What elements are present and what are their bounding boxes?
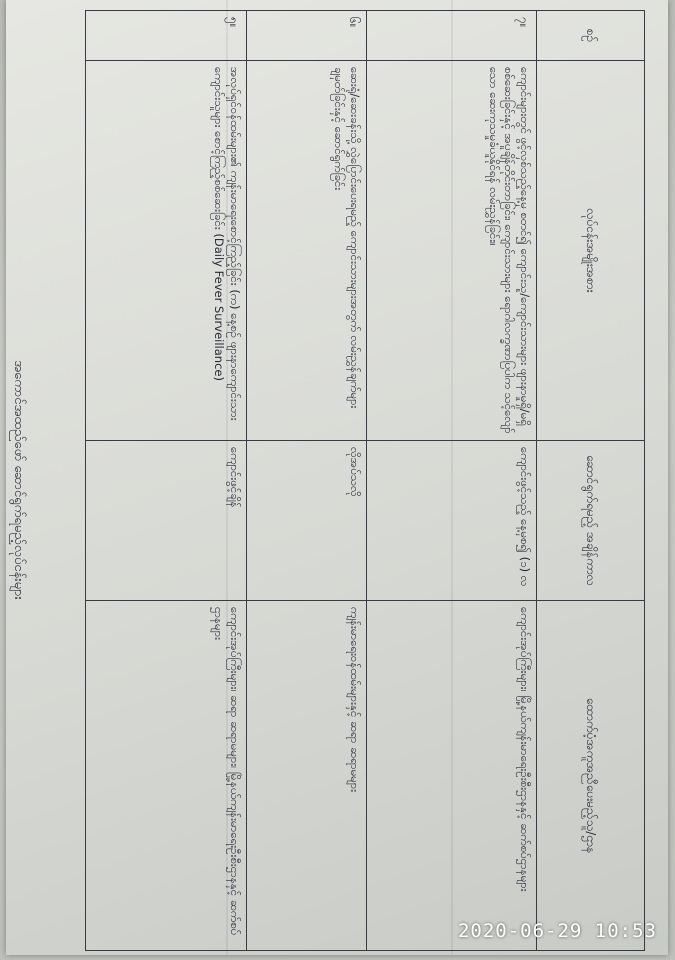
- row-activity: ကျောင်းများတွင် ဖွင့်လှစ်သည့်နေ့မှ စတင်၍ ကျောင်းသူ/ကျောင်းသားများ ဖျားနာမှုရှိ/မရှိ စစ်ဆေးခြင်းနှင့် အပူချိန်တိုင်းတာခြင်း၊ ကျောင်းသားများ ရောဂါလက္ခဏာပြပါက သင့်လျော်သော ဆေးကုသမှုခံယူနိုင်ရန် လမ်းညွှန်ခြင်း။: [366, 61, 536, 441]
- row-responsible: ကျောင်းဖွင့်ချိန်: [86, 441, 247, 601]
- row-activity: အလုပ်ရှင်ဝန်ထမ်းများ၏ ကျန်းမာရေးစောင့်ကြည့်ခြင်း (က) နေ့စဉ် ဖျားနာကျောင်းသားကျောင်းသူများ စောင့်ကြည့်စစ်ဆေးခြင်း (Daily Fever Surveillance): [86, 61, 247, 441]
- table-row: [246, 11, 366, 951]
- table-header-row: [536, 11, 644, 951]
- row-number: ၅။: [86, 11, 247, 61]
- row-remarks: ကျန်းမာရေးဝန်ထမ်းများနှင့် ဆရာ ဆရာမများ: [246, 601, 366, 951]
- header-number: စဉ်: [536, 11, 644, 61]
- table-row: [86, 11, 247, 951]
- table-row: [366, 11, 536, 951]
- row-responsible: လိုအပ်သလို: [246, 441, 366, 601]
- row-activity: ဆေးရုံ/ဆေးခန်းသို့ လွှဲပြောင်းပေးရမည့် ကျောင်းသားများအတွက် လမ်းညွှန်ချက်များ ချမှတ်ခြင်းနှင့် ဆောင်ရွက်ခြင်း: [246, 61, 366, 441]
- row-responsible: ကျောင်းဖွင့်သည့် နေ့မှစ၍ (၁) လ: [366, 441, 536, 601]
- activity-table: [85, 10, 645, 951]
- row-remarks: ကျောင်းအုပ်ကြီးများ၊ မြို့နယ်ကျန်းမာရေးဦးစီးဌာနနှင့် ဆက်စပ်ဌာနများ: [366, 601, 536, 951]
- row-number: ၇။: [366, 11, 536, 61]
- photo-timestamp: 2020-06-29 10:53: [457, 920, 657, 942]
- row-remarks: ကျောင်းအုပ်ကြီးများ၊ ဆရာ ဆရာမများ၊ မြို့နယ်ကျန်းမာရေးဦးစီးဌာနနှင့် ဆက်စပ်ဌာနများ: [86, 601, 247, 951]
- header-responsible: ဆောင်ရွက်ရမည့် အချိန်ကာလ: [536, 441, 644, 601]
- header-remarks: ထောက်ပံ့အကူအညီပေးမည့်သူ/ဌာန: [536, 601, 644, 951]
- document-title: အကောင်အထည်ဖော် ဆောင်ရွက်ရမည့်လုပ်ငန်းများ: [11, 360, 26, 600]
- header-activity: လုပ်ငန်းအမျိုးအစား: [536, 61, 644, 441]
- row-number: ၆။: [246, 11, 366, 61]
